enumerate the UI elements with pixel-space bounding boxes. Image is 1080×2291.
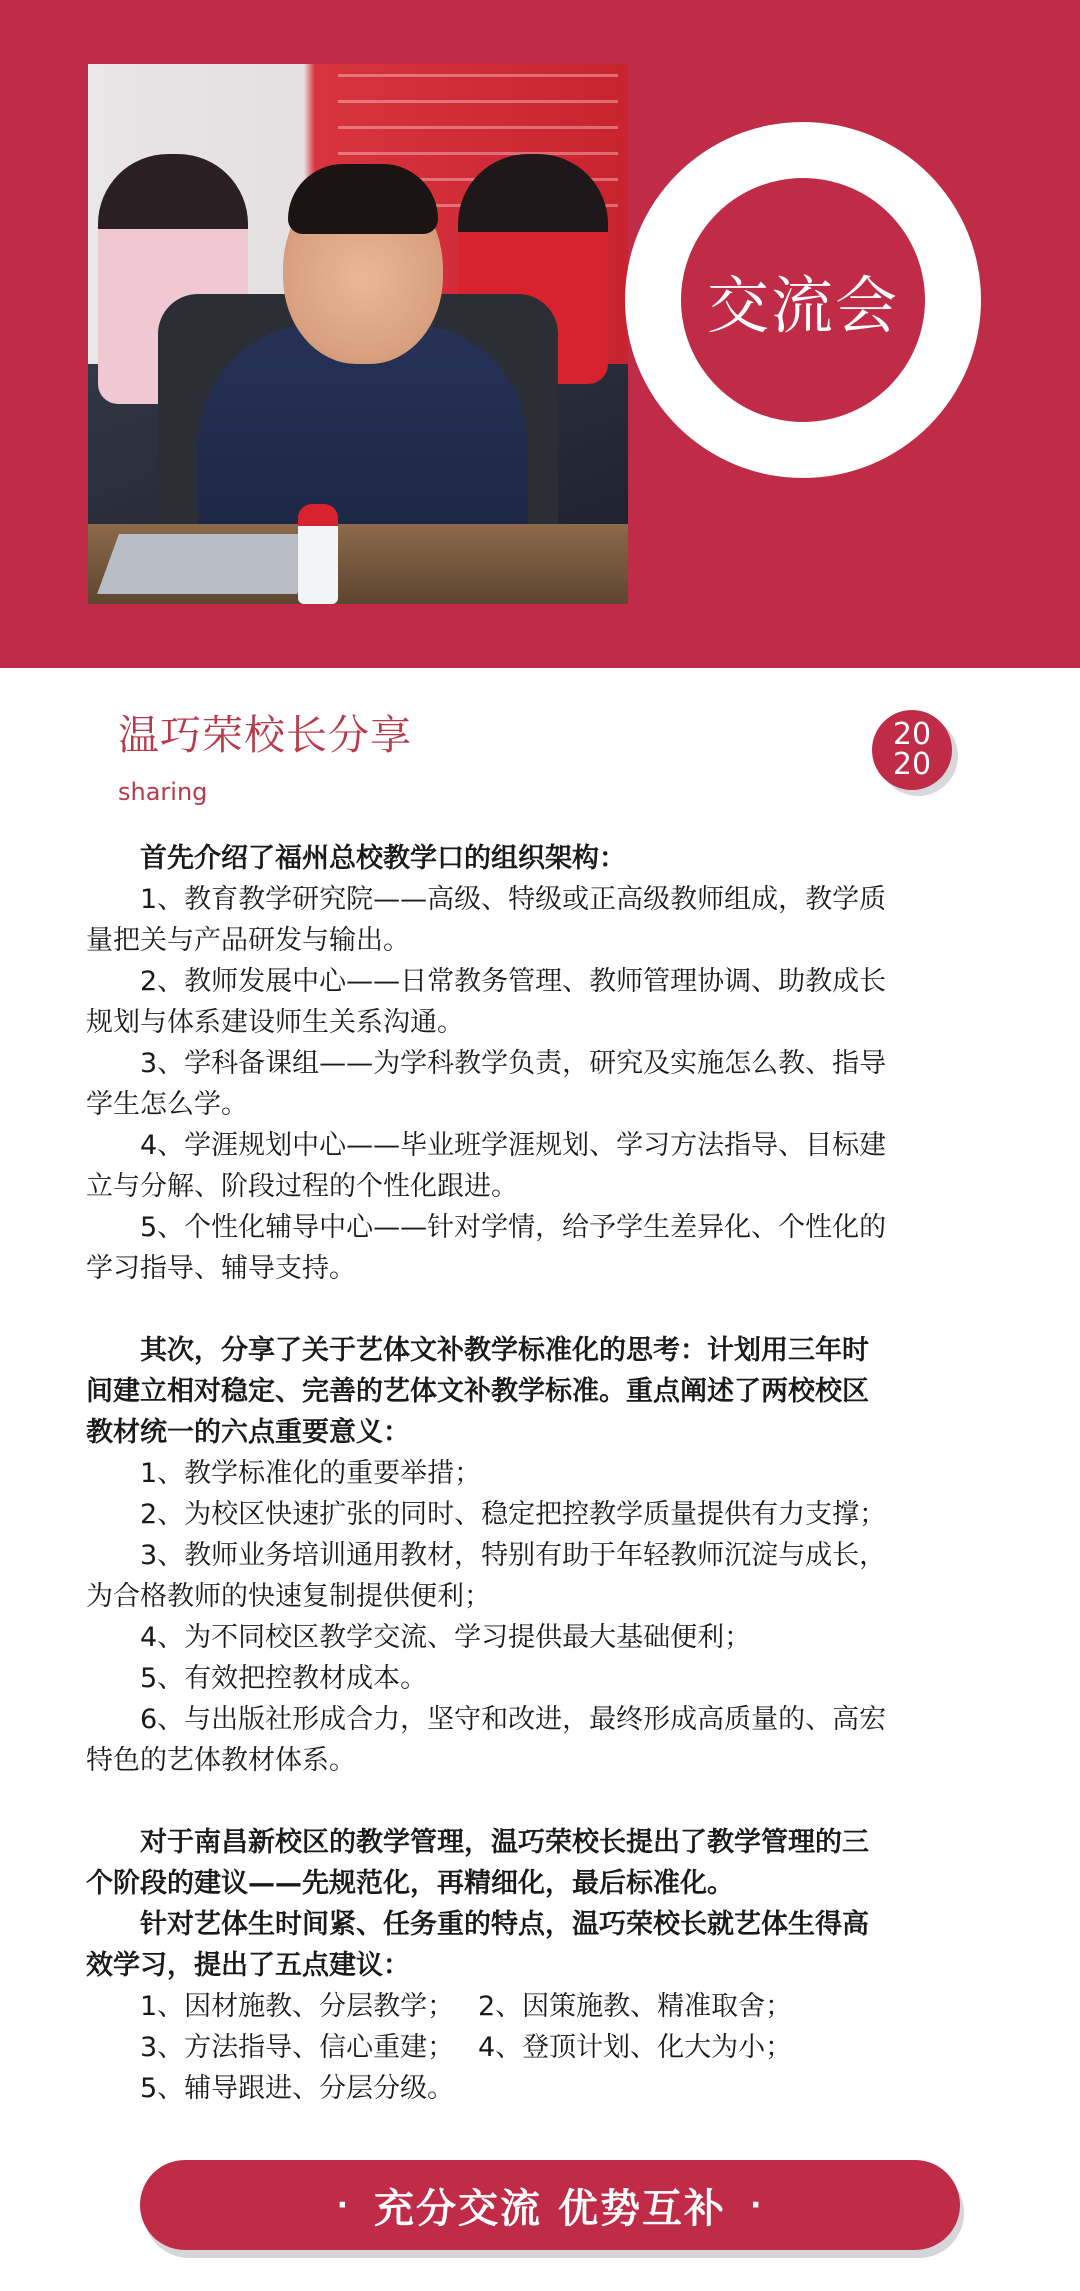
list-item: 3、学科备课组——为学科教学负责，研究及实施怎么教、指导 — [140, 1048, 887, 1079]
dot-left: · — [336, 2187, 351, 2223]
list-item: 1、教学标准化的重要举措； — [140, 1458, 482, 1489]
list-item-cont: 学习指导、辅导支持。 — [86, 1253, 356, 1284]
list-item: 1、因材施教、分层教学； — [140, 1991, 455, 2022]
third-heading-line: 个阶段的建议——先规范化，再精细化，最后标准化。 — [86, 1868, 734, 1899]
list-row — [86, 2068, 986, 2109]
hero-banner — [0, 0, 1080, 668]
list-item: 3、方法指导、信心重建； — [140, 2032, 455, 2063]
second-heading-line: 其次，分享了关于艺体文补教学标准化的思考：计划用三年时 — [140, 1335, 869, 1366]
section-title: 温巧荣校长分享 — [118, 711, 412, 759]
list-item-cont: 特色的艺体教材体系。 — [86, 1745, 356, 1776]
list-item: 2、因策施教、精准取舍； — [478, 1991, 793, 2022]
badge-ring — [625, 122, 981, 478]
article-body — [86, 838, 986, 2109]
second-heading-line: 教材统一的六点重要意义： — [86, 1417, 410, 1448]
six-points-list — [86, 1453, 986, 1781]
badge-text: 交流会 — [706, 268, 899, 342]
list-item-cont: 学生怎么学。 — [86, 1089, 248, 1120]
list-item-cont: 量把关与产品研发与输出。 — [86, 925, 410, 956]
list-item: 5、个性化辅导中心——针对学情，给予学生差异化、个性化的 — [140, 1212, 887, 1243]
photo-water-bottle — [298, 504, 338, 604]
list-item-cont: 为合格教师的快速复制提供便利； — [86, 1581, 491, 1612]
list-item-cont: 规划与体系建设师生关系沟通。 — [86, 1007, 464, 1038]
third-heading-line: 对于南昌新校区的教学管理，温巧荣校长提出了教学管理的三 — [140, 1827, 869, 1858]
list-item: 4、登顶计划、化大为小； — [478, 2032, 793, 2063]
list-row — [86, 2027, 986, 2068]
photo-speaker-hair — [288, 164, 438, 234]
slogan-text: 充分交流 优势互补 — [374, 2185, 726, 2232]
year-top: 20 — [892, 717, 932, 752]
fourth-heading-line: 效学习，提出了五点建议： — [86, 1950, 410, 1981]
list-item: 2、教师发展中心——日常教务管理、教师管理协调、助教成长 — [140, 966, 887, 997]
meeting-photo — [88, 64, 628, 604]
second-heading-line: 间建立相对稳定、完善的艺体文补教学标准。重点阐述了两校校区 — [86, 1376, 869, 1407]
list-item-cont: 立与分解、阶段过程的个性化跟进。 — [86, 1171, 518, 1202]
list-row — [86, 1986, 986, 2027]
badge-circle — [681, 178, 925, 422]
year-badge — [872, 710, 952, 790]
slogan-banner — [140, 2160, 960, 2250]
list-item: 4、学涯规划中心——毕业班学涯规划、学习方法指导、目标建 — [140, 1130, 887, 1161]
intro-heading: 首先介绍了福州总校教学口的组织架构： — [140, 843, 626, 874]
list-item: 1、教育教学研究院——高级、特级或正高级教师组成，教学质 — [140, 884, 887, 915]
list-item: 4、为不同校区教学交流、学习提供最大基础便利； — [140, 1622, 752, 1653]
year-bottom: 20 — [892, 747, 932, 782]
dot-right: · — [749, 2187, 764, 2223]
org-list — [86, 879, 986, 1289]
photo-laptop — [97, 534, 319, 594]
list-item: 5、辅导跟进、分层分级。 — [140, 2073, 455, 2104]
section-subtitle: sharing — [118, 778, 208, 806]
fourth-heading-line: 针对艺体生时间紧、任务重的特点，温巧荣校长就艺体生得高 — [140, 1909, 869, 1940]
list-item: 6、与出版社形成合力，坚守和改进，最终形成高质量的、高宏 — [140, 1704, 887, 1735]
five-points-list — [86, 1986, 986, 2109]
list-item: 5、有效把控教材成本。 — [140, 1663, 428, 1694]
list-item: 2、为校区快速扩张的同时、稳定把控教学质量提供有力支撑； — [140, 1499, 887, 1530]
list-item: 3、教师业务培训通用教材，特别有助于年轻教师沉淀与成长， — [140, 1540, 887, 1571]
